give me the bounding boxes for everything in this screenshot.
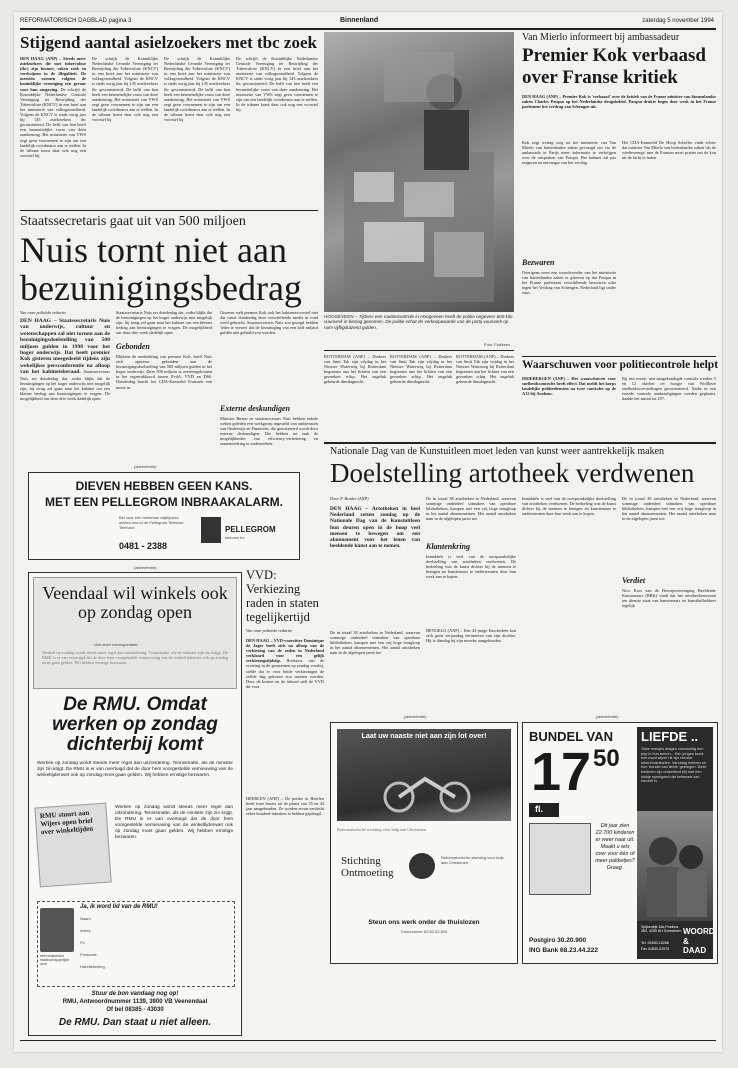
a6-body2: Inmiddels is veel van de oorspronkelijke doelstelling van artotheken verdwenen. De bedoeling was de kunst dichter bij de mensen te brengen en kunstenaars te ondersteunen door hun werk aan te kopen. [426, 554, 516, 580]
a6-col2: De in totaal 38 artotheken in Nederland, waarvan sommige onderdeel uitmaken van openbare bibliotheken, kampen met een vrij hoge terugloop in het aantal abonnementen. Het aantal artotheken nam in de afgelopen jaren toe. [426, 496, 516, 522]
a6-body3: Nico Kors van de Beroepsvereniging Beeldende Kunstenaars (BBK) vindt dat het artotheekenwezen ten dienste staat van kunstenaars en kunstliefhebbers tegelijk. [622, 588, 716, 609]
a2-body: Staatssecretaris Nuis zei donderdag dat, zodra blijkt dat de bezuinigingen op het hoger onderwijs niet mogelijk zijn, hij terug zal gaan naar het kabinet om een kleiner bedrag aan bezuinigingen te vragen. De mogelijkheid om deze drie week dadelijk open. [20, 369, 110, 402]
form-field-place[interactable]: Pc. [80, 940, 86, 945]
ad2-form-title: Ja, ik word lid van de RMU! [80, 904, 158, 910]
ad4-tel: Tel. 01830-16288 [641, 941, 669, 945]
ad2-h2-3: dichterbij komt [66, 734, 204, 755]
a2-kicker: Staatssecretaris gaat uit van 500 miljoen [20, 214, 246, 229]
a6-byline: Door P. Bruder (ANP) [330, 496, 369, 501]
form-field-signature[interactable]: Handtekening [80, 964, 105, 969]
ad2-h2-1: De RMU. Omdat [63, 694, 207, 715]
a1-headline: Stijgend aantal asielzoekers met tbc zoek [20, 33, 317, 52]
a6-col3: Inmiddels is veel van de oorspronkelijke doelstelling van artotheken verdwenen. De bedoeling was de kunst dichter bij de mensen te brengen en kunstenaars te ondersteunen door hun werk aan te kopen. [522, 496, 616, 517]
a2-lead: DEN HAAG – Staatssecretaris Nuis van onderwijs, cultuur en wetenschappen zal niet tornen aan de bezuinigingsdoelstelling van 500 miljoen gulden in 1998 voor het hoger onderwijs. Dat heeft premier Kok gisteren meegedeeld tijdens zijn wekelijkse persconferentie na afloop van het kabinetsberaad. [20, 318, 110, 376]
ad3-motorbike-illustration [377, 759, 477, 814]
b1-col2: ROTTERDAM (ANP) – Duikers van Smit Tak zijn vrijdag in het Nieuwe Waterweg bij Rotterdam begonnen aan het lichten van een gezonken schip. Het ongeluk gebeurde dinsdagnacht. [390, 354, 452, 385]
a5-byline: Van onze politieke redactie [246, 628, 293, 633]
ad4-giro: Postgiro 30.20.900 [529, 937, 587, 944]
photo-credit: Foto: Flakkees [484, 342, 511, 347]
ad3-small: Gironummer 62.62.62.626 [400, 929, 448, 934]
form-field-postcode[interactable]: Postcode [80, 952, 97, 957]
ad4-children-photo [637, 811, 713, 921]
ad2-coupon[interactable] [37, 901, 235, 987]
a3-body2: Overigens wees een woordvoerder van het ministerie van buitenlandse zaken er gisteren op dat Pasqua in het Franse parlement verschillende bezwaren uitte tegen het Verdrag van Schengen. Nederland ligt onder vuur. [522, 270, 616, 296]
ad4-left-title: BUNDEL VAN [529, 729, 614, 744]
ad-pellegrom [28, 472, 300, 560]
ad2-footer2: RMU, Antwoordnummer 1139, 3900 VB Veenendaal [62, 999, 208, 1005]
a5-lead: DEN HAAG – VVD-voorzitter Dominique de Jager heeft zich na afloop van de verkiezing van de raden in Nederland verklaard voor een gelijk verkiezingstijdstip. [246, 638, 324, 664]
a6-sub2: Verdiet [622, 576, 646, 585]
a1-col4: De schrijft de Koninklijke Nederlandse Centrale Vereniging ter Bestrijding der Tuberculose (KNCV) in een brief aan het ministerie van volksgezondheid. Volgens de KNCV is sinds vorig jaar bij 145 asielzoekers tbc geconstateerd. De helft van hen heeft een besmettelijke vorm van deze aandoening. Het ministerie van VWS zegt geen voornemen te zijn om een landelijk coördinator aan te stellen. In de tribune komt daar ook nog een voorstel bij. [236, 56, 318, 112]
ad2-note: RMU stuurt aan Wijers open brief over winkeltijden [39, 808, 94, 837]
ad1-label: (advertentie) [134, 464, 157, 469]
b1-col3: ROTTERDAM (ANP) – Duikers van Smit Tak zijn vrijdag in het Nieuwe Waterweg bij Rotterdam begonnen aan het lichten van een gezonken schip. Het ongeluk gebeurde dinsdagnacht. [456, 354, 514, 385]
ad2-label: (advertentie) [134, 565, 157, 570]
ad4-price: 17 [531, 742, 592, 802]
ad2-sub: Van onze correspondent [94, 642, 138, 647]
ad4-bank: ING Bank 68.23.44.222 [529, 947, 599, 954]
a4-headline: Waarschuwen voor politiecontrole helpt [522, 359, 719, 371]
ad1-logo-icon [201, 517, 221, 543]
ad2-footer4: De RMU. Dan staat u niet alleen. [58, 1017, 212, 1028]
ad3-tagline: Reformatorische stichting voor hulp aan Christenen [441, 855, 504, 865]
ad3-footer: Steun ons werk onder de thuislozen [368, 919, 480, 926]
a3-body: Kok zegt weinig weg tot het ministerie van Van Mierlo van buitenlandse zaken gevraagd om via de ambassade in Parijs meer informatie te verkrijgen over de uitspraken van Pasqua. Het kabinet zal pas reageren na ontvangst van het verslag. [522, 140, 616, 166]
ad4-right-title: LIEFDE .. [641, 729, 699, 744]
ad-rmu [28, 572, 242, 1036]
ad4-right-panel [637, 727, 713, 959]
a2-col2a: Staatssecretaris Nuis zei donderdag dat, zodra blijkt dat de bezuinigingen op het hoger onderwijs niet mogelijk zijn, hij terug zal gaan naar het kabinet om een kleiner bedrag aan bezuinigingen te vragen. De mogelijkheid om deze drie week dadelijk open. [116, 310, 212, 336]
a3-sub: Bezwaren [522, 258, 555, 267]
form-field-address[interactable]: Adres [80, 928, 91, 933]
ad3-logo-icon [409, 853, 435, 879]
header-left: REFORMATORISCH DAGBLAD pagina 3 [20, 18, 132, 24]
ad-woord-en-daad [522, 722, 718, 964]
ad4-currency: fl. [535, 804, 543, 814]
a5-body: Hoekstra, van de ervaring in de gemeenten op zondag voorbij, stelde dat er voor beide verkiezingen de zelfde dag gekozen zou moeten worden. Door de kosten en de inhoud stelt de VVD dit voor. [246, 658, 324, 689]
ad4-currency-box [529, 803, 559, 817]
ad4-quote: Dit jaar zien 22.700 kinderen er weer naar uit. Maakt u iets over voor één of meer pakketjes? Graag. [595, 823, 635, 871]
a1-body: De schrijft de Koninklijke Nederlandse Centrale Vereniging ter Bestrijding der Tuberculose (KNCV) in een brief aan het ministerie van volksgezondheid. Volgens de KNCV is sinds vorig jaar bij 145 asielzoekers tbc geconstateerd. De helft van hen heeft een besmettelijke vorm van deze aandoening. Het ministerie van VWS zegt geen voornemen te zijn om een landelijk coördinator aan te stellen. In de tribune komt daar ook nog een voorstel bij. [20, 86, 86, 158]
a3-body3: Het CDA-Kamerlid De Hoop Scheffer vindt echter dat minister Van Mierlo van buitenlandse zaken 'als de wiedeweerga' met de Fransen moet praten om de kou uit de lucht te halen. [622, 140, 716, 161]
ad3-label: (advertentie) [404, 714, 427, 719]
a2-headline-2: bezuinigingsbedrag [20, 268, 302, 308]
a6-headline: Doelstelling artotheek verdwenen [330, 458, 695, 488]
ad4-logo1: WOORD [683, 927, 715, 936]
ad2-footer3: Of bel 08385 - 43030 [106, 1007, 164, 1013]
a2-body3: Gisteren stelt premier Kok ook het kabinetsvoorstel niet dat vanaf donderdag door verschillende media in rond werd gebracht. Staatssecretaris Nuis zou gezegd hebben 'ieder te vrezen' dat de bezuiniging van een half miljard gulden niet gehaald zou worden. [220, 310, 318, 336]
a3-headline-2: over Franse kritiek [522, 67, 678, 88]
a4-body: Bij een eerste, niet-aangekondigde controle werden 5 en 12 oktober ter hoogte van Wolfheze snelheidsovertredingen geconstateerd. Nadat in een tweede controle aankondigingen werden geplaatst, daalde het aantal tot 297. [622, 376, 716, 402]
a6-b2: HENGELO (ANP) – Een 43-jarige Enschedeër kan zich geen verjaardag herinneren van zijn dochter. Hij is dinsdag bij zijn moeder aangehouden. [426, 628, 516, 644]
b1-col1: ROTTERDAM (ANP) – Duikers van Smit Tak zijn vrijdag in het Nieuwe Waterweg bij Rotterdam begonnen aan het lichten van een gezonken schip. Het ongeluk gebeurde dinsdagnacht. [324, 354, 386, 385]
a2-byline: Van onze politieke redactie [20, 310, 67, 315]
ad1-phone: 0481 - 2388 [119, 541, 168, 551]
ad2-h2-2: werken op zondag [52, 714, 218, 735]
ad2-footer1: Stuur de bon vandaag nog op! [91, 991, 179, 997]
ad3-text: Stichting Ontmoeting [341, 855, 394, 879]
a2-headline-1: Nuis tornt niet aan [20, 230, 287, 270]
ad4-right-body: Twee meisjes dragen voorzichtig een pop in hun armen... Een jongen toont een mooi wijzer uit zijn nieuwe rekenhuisrituelen. Vandaag hebben ze hun 'bundel van liefde' gekregen. Deze kinderen zijn ontzettend blij met een stukje speelgoed dat helemaal van henzelf is. [641, 747, 707, 784]
ad2-clip-text: Werken op zondag wordt steeds meer regel dan uitzondering. Tennismatte, als de minister zijn zin krijgt. De RMU is er van overtuigd dat de door hem voorgestelde vernieuwing van de winkeltijdenwet ook op zondag moet gaan gelden. Wij hebben ernstige bezwaren. [42, 650, 228, 666]
ad2-body: Werken op zondag wordt steeds meer regel dan uitzondering. Tennismatte, als de minister zijn zin krijgt. De RMU is er van overtuigd dat de door hem voorgestelde vernieuwing van de winkeltijdenwet ook op zondag moet gaan gelden. Wij hebben ernstige bezwaren. [37, 761, 233, 778]
photo-caption: HOOGEVEEN – Tijdens een routinecontrole in Hoogeveen heeft de politie ongeveer 600 kilo vuurwerk in beslag genomen. De politie schat de verkoopwaarde van de partij vuurwerk op ruim vijftigduizend gulden. [324, 314, 513, 330]
a6-sub1: Klantenkring [426, 542, 471, 551]
ad4-package [529, 823, 591, 895]
newspaper-page [14, 12, 722, 1052]
a3-headline-1: Premier Kok verbaasd [522, 45, 706, 66]
ad1-brand-sub: telecom bv [225, 535, 245, 540]
a6-kicker: Nationale Dag van de Kunstuitleen moet leden van kunst weer aantrekkelijk maken [330, 446, 665, 457]
header-section: Binnenland [340, 17, 379, 24]
ad4-cents: 50 [593, 745, 620, 772]
ad2-letter [34, 803, 111, 888]
ad4-children-illustration [637, 811, 713, 921]
a6-body: De in totaal 38 artotheken in Nederland, waarvan sommige onderdeel uitmaken van openbare bibliotheken, kampen met een vrij hoge terugloop in het aantal abonnementen. Het aantal artotheken nam in de afgelopen jaren toe. [330, 630, 420, 656]
ad4-fax: Fax 01830-22975 [641, 947, 670, 951]
a5-b2: HEERLEN (ANP) – De politie in Heerlen heeft twee broers uit de plaats van 35 en 43 jaar aangehouden. Ze worden ervan verdacht zeker honderd inbraken te hebben gepleegd. [246, 796, 324, 817]
a4-lead: DRIEBERGEN (ANP) – Het waarschuwen voor snelheidscontroles heeft effect. Dat meldt het korps landelijke politiediensten na twee controles op de A12 bij Arnhem. [522, 376, 616, 397]
photo-fireworks-illustration [324, 32, 514, 312]
a6-col4: De in totaal 38 artotheken in Nederland, waarvan sommige onderdeel uitmaken van openbare bibliotheken, kampen met een vrij hoge terugloop in het aantal abonnementen. Het aantal artotheken nam in de afgelopen jaren toe. [622, 496, 716, 522]
ad4-address: Spijkerdijk 18a Postbus 360, 4200 AH Gorinchem [641, 925, 682, 934]
ad2-clipping [33, 577, 237, 689]
a2-sub2: Externe deskundigen [220, 404, 291, 413]
a2-body4: Minister Ritzen en staatssecretaris Nuis hebben enkele weken geleden een werkgroep ingesteld van ambtenaren van Onderwijs en Financiën, die geassisteerd wordt door externe deskundigen. Die hebben tot taak de mogelijkheden van efficiency-verbetering en samenwerking te onderzoeken. [220, 416, 318, 447]
form-field-name[interactable]: Naam [80, 916, 91, 921]
ad2-logo: reformatorisch maatschappelijke unie [40, 954, 70, 966]
ad2-body2: Werken op zondag wordt steeds meer regel dan uitzondering. Tennismatte, als de minister zijn zin krijgt. De RMU is er van overtuigd dat de door hem voorgestelde vernieuwing van de winkeltijdenwet ook op zondag moet gaan gelden. Wij hebben ernstige bezwaren. [115, 805, 233, 840]
a3-lead: DEN HAAG (ANP) – Premier Kok is 'verbaasd' over de kritiek van de Franse minister van binnenlandse zaken Charles Pasqua op het Nederlandse drugsbeleid. Pasqua drukte begin deze week in het Franse parlement het verdrag van Schengen uit. [522, 94, 716, 110]
ad4-label: (advertentie) [596, 714, 619, 719]
a2-sub1: Gebonden [116, 342, 150, 351]
ad-ontmoeting [330, 722, 518, 964]
a3-kicker: Van Mierlo informeert bij ambassadeur [522, 32, 680, 43]
a1-col2: De schrijft de Koninklijke Nederlandse Centrale Vereniging ter Bestrijding der Tuberculose (KNCV) in een brief aan het ministerie van volksgezondheid. Volgens de KNCV is sinds vorig jaar bij 145 asielzoekers tbc geconstateerd. De helft van hen heeft een besmettelijke vorm van deze aandoening. Het ministerie van VWS zegt geen voornemen te zijn om een landelijk coördinator aan te stellen. In de tribune komt daar ook nog een voorstel bij. [92, 56, 158, 123]
ad1-brand: PELLEGROM [225, 525, 276, 534]
a5-headline: VVD: Verkiezing raden in staten tegelijkertijd [246, 568, 319, 624]
header-date: zaterdag 5 november 1994 [642, 18, 714, 24]
ad3-small-text: Reformatorische stichting voor hulp aan Christenen [337, 827, 426, 832]
a1-lead: DEN HAAG (ANP) – Steeds meer asielzoekers die met tuberculose (tbc) zijn besmet, raken zoek en verdwijnen in de illegaliteit. De meesten vormen volgens de koninklijke vereniging een gevaar voor hun omgeving. [20, 56, 86, 92]
rmu-logo-icon [40, 908, 74, 952]
ad4-logo2: & DAAD [683, 937, 707, 955]
ad1-line2: MET EEN PELLEGROM INBRAAKALARM. [45, 495, 283, 509]
ad2-heading: Veendaal wil winkels ook op zondag open [42, 583, 228, 622]
ad1-line1: DIEVEN HEBBEN GEEN KANS. [75, 479, 253, 493]
ad3-banner: Laat uw naaste niet aan zijn lot over! [361, 731, 487, 740]
a1-col3: De schrijft de Koninklijke Nederlandse Centrale Vereniging ter Bestrijding der Tuberculose (KNCV) in een brief aan het ministerie van volksgezondheid. Volgens de KNCV is sinds vorig jaar bij 145 asielzoekers tbc geconstateerd. De helft van hen heeft een besmettelijke vorm van deze aandoening. Het ministerie van VWS zegt geen voornemen te zijn om een landelijk coördinator aan te stellen. In de tribune komt daar ook nog een voorstel bij. [164, 56, 230, 123]
ad3-photo [337, 729, 511, 821]
photo-fireworks [324, 32, 514, 312]
a6-lead: DEN HAAG – Artotheken in heel Nederland zetten zondag op de Nationale Dag van de Kunstuitleen hun deuren open in de hoop veel mensen te bewegen om een abonnement voor het lenen van beeldende kunst aan te nemen. [330, 506, 420, 550]
ad1-body: Bel voor een helemaal vrijblijvend advies ons of de Pellegrom Telecom, Telefoon: [119, 515, 185, 530]
a2-body2: Blijkens de mededeling van premier Kok, heeft Nuis zich opnieuw gebonden aan de bezuinigingsdoelstelling van 500 miljoen gulden in het hoger onderwijs. Deze 500 miljoen is overeengekomen in het regeerakkoord tussen PvdA, VVD en D66. Donderdag bracht het CDA-Kamerlid Franssen een motie in. [116, 354, 212, 390]
